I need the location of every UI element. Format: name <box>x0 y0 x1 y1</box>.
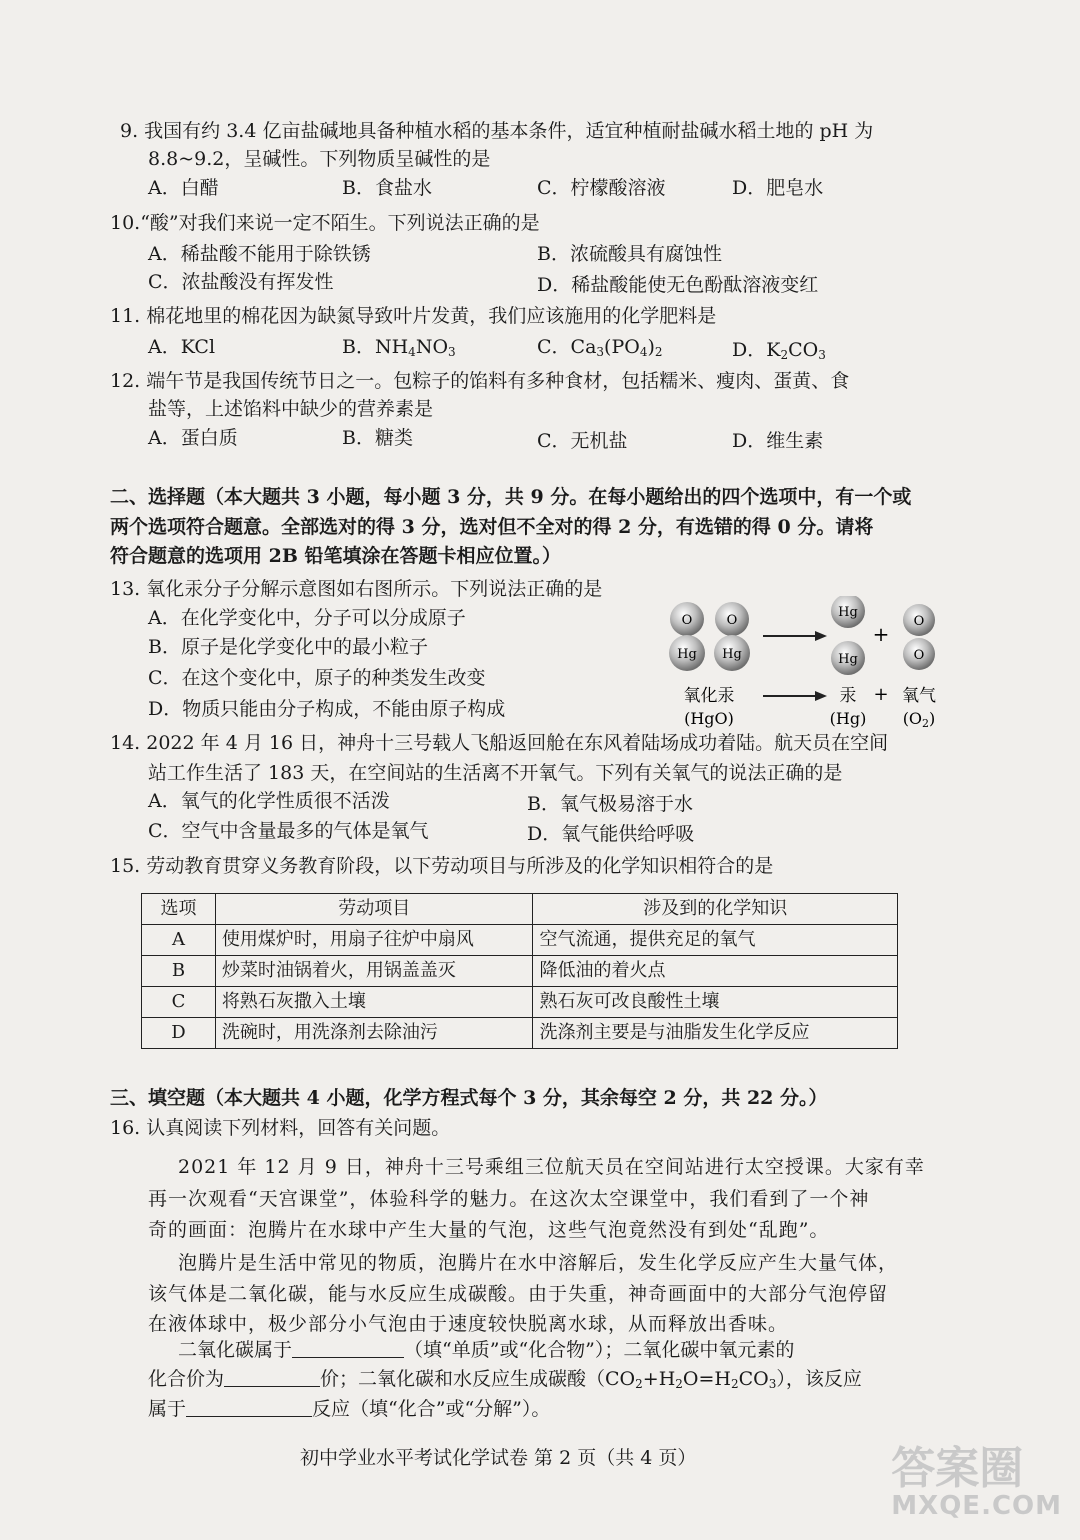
product1-formula: (Hg) <box>829 709 867 728</box>
q16-blank-1[interactable] <box>292 1337 404 1358</box>
table-row <box>142 1018 898 1049</box>
q14-option-a: A．氧气的化学性质很不活泼 <box>148 790 390 812</box>
watermark-logo <box>891 1443 1062 1521</box>
word-equation-arrow-head <box>815 691 827 701</box>
reactant-formula: (HgO) <box>684 709 734 728</box>
q11-option-c: C．$Ca_3(PO_4)_2$ <box>537 336 663 359</box>
table-cell: B <box>142 956 216 987</box>
product2-name: 氧气 <box>902 686 936 706</box>
table-header-cell: 劳动项目 <box>215 894 533 925</box>
q10-stem: 10.“酸”对我们来说一定不陌生。下列说法正确的是 <box>110 212 540 234</box>
q12-stem-line2: 盐等，上述馅料中缺少的营养素是 <box>148 398 434 420</box>
q9-option-d: D．肥皂水 <box>732 177 824 199</box>
q16-paragraph1-line3: 奇的画面：泡腾片在水球中产生大量的气泡，这些气泡竟然没有到处“乱跑”。 <box>148 1219 830 1241</box>
q14-stem-line1: 14. 2022 年 4 月 16 日，神舟十三号载人飞船返回舱在东风着陆场成功着陆。航天员在空间 <box>110 732 889 754</box>
q14-option-b: B．氧气极易溶于水 <box>527 793 693 815</box>
table-cell: 使用煤炉时，用扇子往炉中扇风 <box>215 925 533 956</box>
q14-option-d: D．氧气能供给呼吸 <box>527 823 695 845</box>
q10-option-c: C．浓盐酸没有挥发性 <box>148 271 334 293</box>
q12-option-b: B．糖类 <box>342 427 413 449</box>
mercury-atom-label: Hg <box>722 647 742 662</box>
q12-stem-line1: 12. 端午节是我国传统节日之一。包粽子的馅料有多种食材，包括糯米、瘦肉、蛋黄、食 <box>110 370 850 392</box>
q12-option-a: A．蛋白质 <box>148 427 238 449</box>
q15-stem: 15. 劳动教育贯穿义务教育阶段，以下劳动项目与所涉及的化学知识相符合的是 <box>110 855 774 877</box>
reactant-name: 氧化汞 <box>683 686 735 706</box>
q14-option-c: C．空气中含量最多的气体是氧气 <box>148 820 429 842</box>
q9-stem-line2: 8.8~9.2，呈碱性。下列物质呈碱性的是 <box>148 148 491 170</box>
product1-name: 汞 <box>839 686 857 706</box>
table-row <box>142 956 898 987</box>
q13-stem: 13. 氧化汞分子分解示意图如右图所示。下列说法正确的是 <box>110 578 603 600</box>
q16-paragraph2-line3: 在液体球中，极少部分小气泡由于速度较快脱离水球，从而释放出香味。 <box>148 1313 789 1335</box>
q10-option-d: D．稀盐酸能使无色酚酞溶液变红 <box>537 274 819 296</box>
q11-option-b: B．$NH_4NO_3$ <box>342 336 456 359</box>
table-cell: 熟石灰可改良酸性土壤 <box>533 987 898 1018</box>
q9-option-a: A．白醋 <box>148 177 219 199</box>
page-footer: 初中学业水平考试化学试卷 第 2 页（共 4 页） <box>300 1447 697 1469</box>
oxygen-atom-label: O <box>913 648 925 663</box>
q16-blank-2[interactable] <box>224 1366 320 1387</box>
q16-paragraph1-line2: 再一次观看“天宫课堂”，体验科学的魅力。在这次太空课堂中，我们看到了一个神 <box>148 1188 870 1210</box>
q9-stem-line1: 9. 我国有约 3.4 亿亩盐碱地具备种植水稻的基本条件，适宜种植耐盐碱水稻土地的 pH 为 <box>120 120 874 142</box>
q10-option-a: A．稀盐酸不能用于除铁锈 <box>148 243 371 265</box>
oxygen-atom-label: O <box>681 613 693 628</box>
q16-fill-line3: 属于 反应（填“化合”或“分解”）。 <box>148 1398 551 1420</box>
table-cell: 空气流通，提供充足的氧气 <box>533 925 898 956</box>
product2-formula: (O2) <box>902 709 936 730</box>
reaction-arrow-head <box>815 631 827 641</box>
section3-heading: 三、填空题（本大题共 4 小题，化学方程式每个 3 分，其余每空 2 分，共 22 分。） <box>110 1087 828 1109</box>
q14-stem-line2: 站工作生活了 183 天，在空间站的生活离不开氧气。下列有关氧气的说法正确的是 <box>148 762 843 784</box>
q11-stem: 11. 棉花地里的棉花因为缺氮导致叶片发黄，我们应该施用的化学肥料是 <box>110 305 717 327</box>
table-header-cell: 涉及到的化学知识 <box>533 894 898 925</box>
q16-blank-3[interactable] <box>186 1396 312 1417</box>
table-cell: 炒菜时油锅着火，用锅盖盖灭 <box>215 956 533 987</box>
table-cell: 洗涤剂主要是与油脂发生化学反应 <box>533 1018 898 1049</box>
mercury-atom-label: Hg <box>677 647 697 662</box>
q16-fill-line2: 化合价为 价；二氧化碳和水反应生成碳酸$(CO_2+H_2O=H_2CO_3)$，该反应 <box>148 1368 862 1391</box>
table-row <box>142 987 898 1018</box>
table-cell: A <box>142 925 216 956</box>
q13-option-b: B．原子是化学变化中的最小粒子 <box>148 636 428 658</box>
q15-table <box>141 893 898 1049</box>
q9-option-c: C．柠檬酸溶液 <box>537 177 666 199</box>
section2-heading-line3: 符合题意的选项用 2B 铅笔填涂在答题卡相应位置。） <box>110 545 562 567</box>
q12-option-c: C．无机盐 <box>537 430 628 452</box>
q12-option-d: D．维生素 <box>732 430 824 452</box>
q13-option-d: D．物质只能由分子构成，不能由原子构成 <box>148 698 506 720</box>
table-header-cell: 选项 <box>142 894 216 925</box>
table-row <box>142 925 898 956</box>
section2-heading-line1: 二、选择题（本大题共 3 小题，每小题 3 分，共 9 分。在每小题给出的四个选项中，有一个或 <box>110 486 912 508</box>
table-cell: D <box>142 1018 216 1049</box>
q13-option-a: A．在化学变化中，分子可以分成原子 <box>148 607 466 629</box>
plus-sign: + <box>873 684 889 705</box>
oxygen-atom-label: O <box>913 614 925 629</box>
table-cell: C <box>142 987 216 1018</box>
section2-heading-line2: 两个选项符合题意。全部选对的得 3 分，选对但不全对的得 2 分，有选错的得 0 分。请将 <box>110 516 874 538</box>
q10-option-b: B．浓硫酸具有腐蚀性 <box>537 243 722 265</box>
q16-paragraph2-line2: 该气体是二氧化碳，能与水反应生成碳酸。由于失重，神奇画面中的大部分气泡停留 <box>148 1283 889 1305</box>
q16-fill-line1: 二氧化碳属于 （填“单质”或“化合物”）；二氧化碳中氧元素的 <box>178 1339 795 1361</box>
mercury-atom-label: Hg <box>838 652 858 667</box>
q13-option-c: C．在这个变化中，原子的种类发生改变 <box>148 667 486 689</box>
table-cell: 将熟石灰撒入土壤 <box>215 987 533 1018</box>
table-header-row <box>142 894 898 925</box>
mercury-atom-label: Hg <box>838 605 858 620</box>
mercury-oxide-decomposition-diagram <box>665 596 955 736</box>
watermark-line2: MXQE.COM <box>891 1491 1062 1521</box>
q9-option-b: B．食盐水 <box>342 177 432 199</box>
q11-option-a: A．KCl <box>148 336 216 358</box>
table-cell: 洗碗时，用洗涤剂去除油污 <box>215 1018 533 1049</box>
q16-paragraph2-line1: 泡腾片是生活中常见的物质，泡腾片在水中溶解后，发生化学反应产生大量气体， <box>178 1252 899 1274</box>
q16-paragraph1-line1: 2021 年 12 月 9 日，神舟十三号乘组三位航天员在空间站进行太空授课。大家有幸 <box>178 1156 925 1178</box>
oxygen-atom-label: O <box>726 613 738 628</box>
plus-sign: + <box>872 622 890 646</box>
q11-option-d: D．$K_2CO_3$ <box>732 339 826 362</box>
watermark-line1: 答案圈 <box>891 1443 1024 1494</box>
table-cell: 降低油的着火点 <box>533 956 898 987</box>
q16-stem: 16. 认真阅读下列材料，回答有关问题。 <box>110 1117 451 1139</box>
